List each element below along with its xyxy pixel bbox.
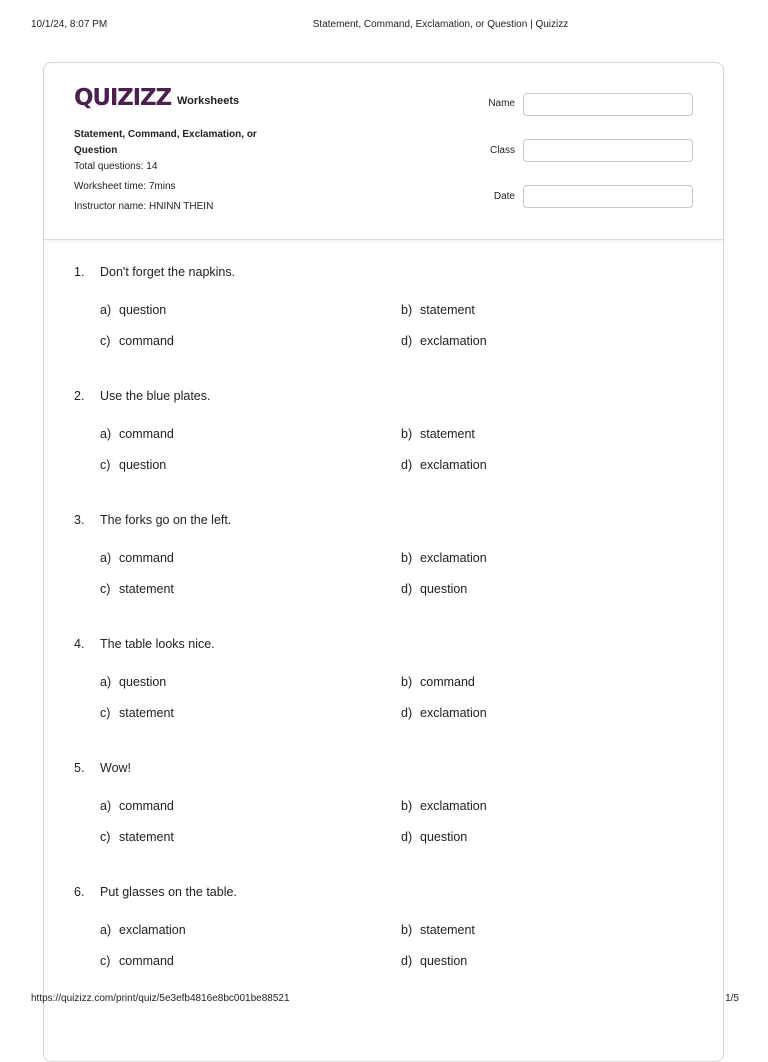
answer-option	[401, 706, 487, 720]
option-letter: a)	[100, 427, 112, 441]
answer-option	[401, 303, 475, 317]
option-text: statement	[420, 427, 475, 441]
question-number: 4.	[74, 637, 85, 651]
option-text: statement	[420, 923, 475, 937]
answer-option	[100, 954, 174, 968]
option-text: exclamation	[420, 334, 487, 348]
name-label: Name	[488, 98, 515, 109]
question-text: The forks go on the left.	[100, 513, 232, 527]
question-number: 1.	[74, 265, 85, 279]
option-text: command	[119, 551, 174, 565]
question-text: Don't forget the napkins.	[100, 265, 236, 279]
option-letter: d)	[401, 830, 413, 844]
class-label: Class	[489, 145, 515, 156]
answer-option	[401, 799, 487, 813]
option-letter: b)	[401, 675, 413, 689]
question-item	[74, 637, 694, 737]
answer-option	[100, 334, 174, 348]
option-text: command	[119, 427, 174, 441]
option-letter: c)	[100, 954, 111, 968]
option-letter: a)	[100, 799, 112, 813]
option-text: exclamation	[420, 458, 487, 472]
answer-option	[100, 830, 174, 844]
option-letter: b)	[401, 551, 413, 565]
question-item	[74, 389, 694, 489]
option-text: question	[119, 303, 167, 317]
question-text: Put glasses on the table.	[100, 885, 237, 899]
option-text: question	[420, 830, 468, 844]
answer-option	[401, 923, 475, 937]
answer-option	[100, 675, 166, 689]
option-letter: c)	[100, 706, 111, 720]
option-text: question	[420, 954, 468, 968]
option-text: statement	[420, 303, 475, 317]
date-field[interactable]	[523, 185, 693, 208]
answer-option	[401, 334, 487, 348]
name-field[interactable]	[523, 93, 693, 116]
answer-option	[100, 799, 174, 813]
print-header	[0, 19, 768, 33]
option-text: question	[119, 675, 167, 689]
option-letter: b)	[401, 799, 413, 813]
worksheet-time: Worksheet time: 7mins	[74, 181, 176, 192]
option-letter: d)	[401, 458, 413, 472]
option-letter: a)	[100, 303, 112, 317]
option-letter: b)	[401, 303, 413, 317]
total-questions: Total questions: 14	[74, 161, 158, 172]
answer-option	[401, 954, 467, 968]
answer-option	[100, 706, 174, 720]
worksheet-card	[43, 62, 724, 1062]
class-field[interactable]	[523, 139, 693, 162]
question-item	[74, 885, 694, 985]
option-text: question	[119, 458, 167, 472]
option-text: statement	[119, 582, 174, 596]
option-text: statement	[119, 706, 174, 720]
print-page-title: Statement, Command, Exclamation, or Question | Quizizz	[312, 19, 569, 30]
option-text: exclamation	[420, 706, 487, 720]
answer-option	[401, 458, 487, 472]
question-number: 3.	[74, 513, 85, 527]
option-text: exclamation	[420, 799, 487, 813]
answer-option	[100, 582, 174, 596]
product-label: Worksheets	[176, 95, 240, 107]
print-datetime: 10/1/24, 8:07 PM	[31, 19, 108, 30]
question-item	[74, 761, 694, 861]
quizizz-logo: QUIZIZZ	[74, 85, 171, 111]
option-letter: a)	[100, 923, 112, 937]
question-item	[74, 265, 694, 365]
page-number: 1/5	[725, 993, 739, 1004]
question-number: 2.	[74, 389, 85, 403]
brand	[74, 85, 239, 111]
answer-option	[100, 303, 166, 317]
question-item	[74, 513, 694, 613]
option-letter: d)	[401, 706, 413, 720]
option-text: exclamation	[420, 551, 487, 565]
worksheet-title: Statement, Command, Exclamation, or Question	[74, 129, 257, 156]
option-letter: c)	[100, 830, 111, 844]
answer-option	[100, 923, 186, 937]
option-text: exclamation	[119, 923, 186, 937]
option-text: command	[119, 799, 174, 813]
option-letter: a)	[100, 675, 112, 689]
option-letter: b)	[401, 923, 413, 937]
option-text: command	[119, 954, 174, 968]
worksheet-header	[44, 63, 723, 240]
option-letter: a)	[100, 551, 112, 565]
instructor-name: Instructor name: HNINN THEIN	[74, 201, 214, 212]
option-letter: c)	[100, 458, 111, 472]
option-text: statement	[119, 830, 174, 844]
question-number: 5.	[74, 761, 85, 775]
print-url: https://quizizz.com/print/quiz/5e3efb4816e8bc001be88521	[31, 993, 290, 1004]
question-number: 6.	[74, 885, 85, 899]
answer-option	[401, 582, 467, 596]
answer-option	[100, 551, 174, 565]
question-text: Use the blue plates.	[100, 389, 211, 403]
question-text: The table looks nice.	[100, 637, 215, 651]
answer-option	[401, 830, 467, 844]
option-text: question	[420, 582, 468, 596]
date-label: Date	[493, 191, 515, 202]
answer-option	[401, 675, 475, 689]
print-footer	[0, 993, 768, 1007]
option-letter: d)	[401, 954, 413, 968]
option-letter: d)	[401, 582, 413, 596]
option-text: command	[119, 334, 174, 348]
question-text: Wow!	[100, 761, 132, 775]
answer-option	[401, 427, 475, 441]
option-letter: c)	[100, 334, 111, 348]
option-letter: d)	[401, 334, 413, 348]
answer-option	[100, 458, 166, 472]
answer-option	[100, 427, 174, 441]
option-text: command	[420, 675, 475, 689]
option-letter: b)	[401, 427, 413, 441]
answer-option	[401, 551, 487, 565]
option-letter: c)	[100, 582, 111, 596]
